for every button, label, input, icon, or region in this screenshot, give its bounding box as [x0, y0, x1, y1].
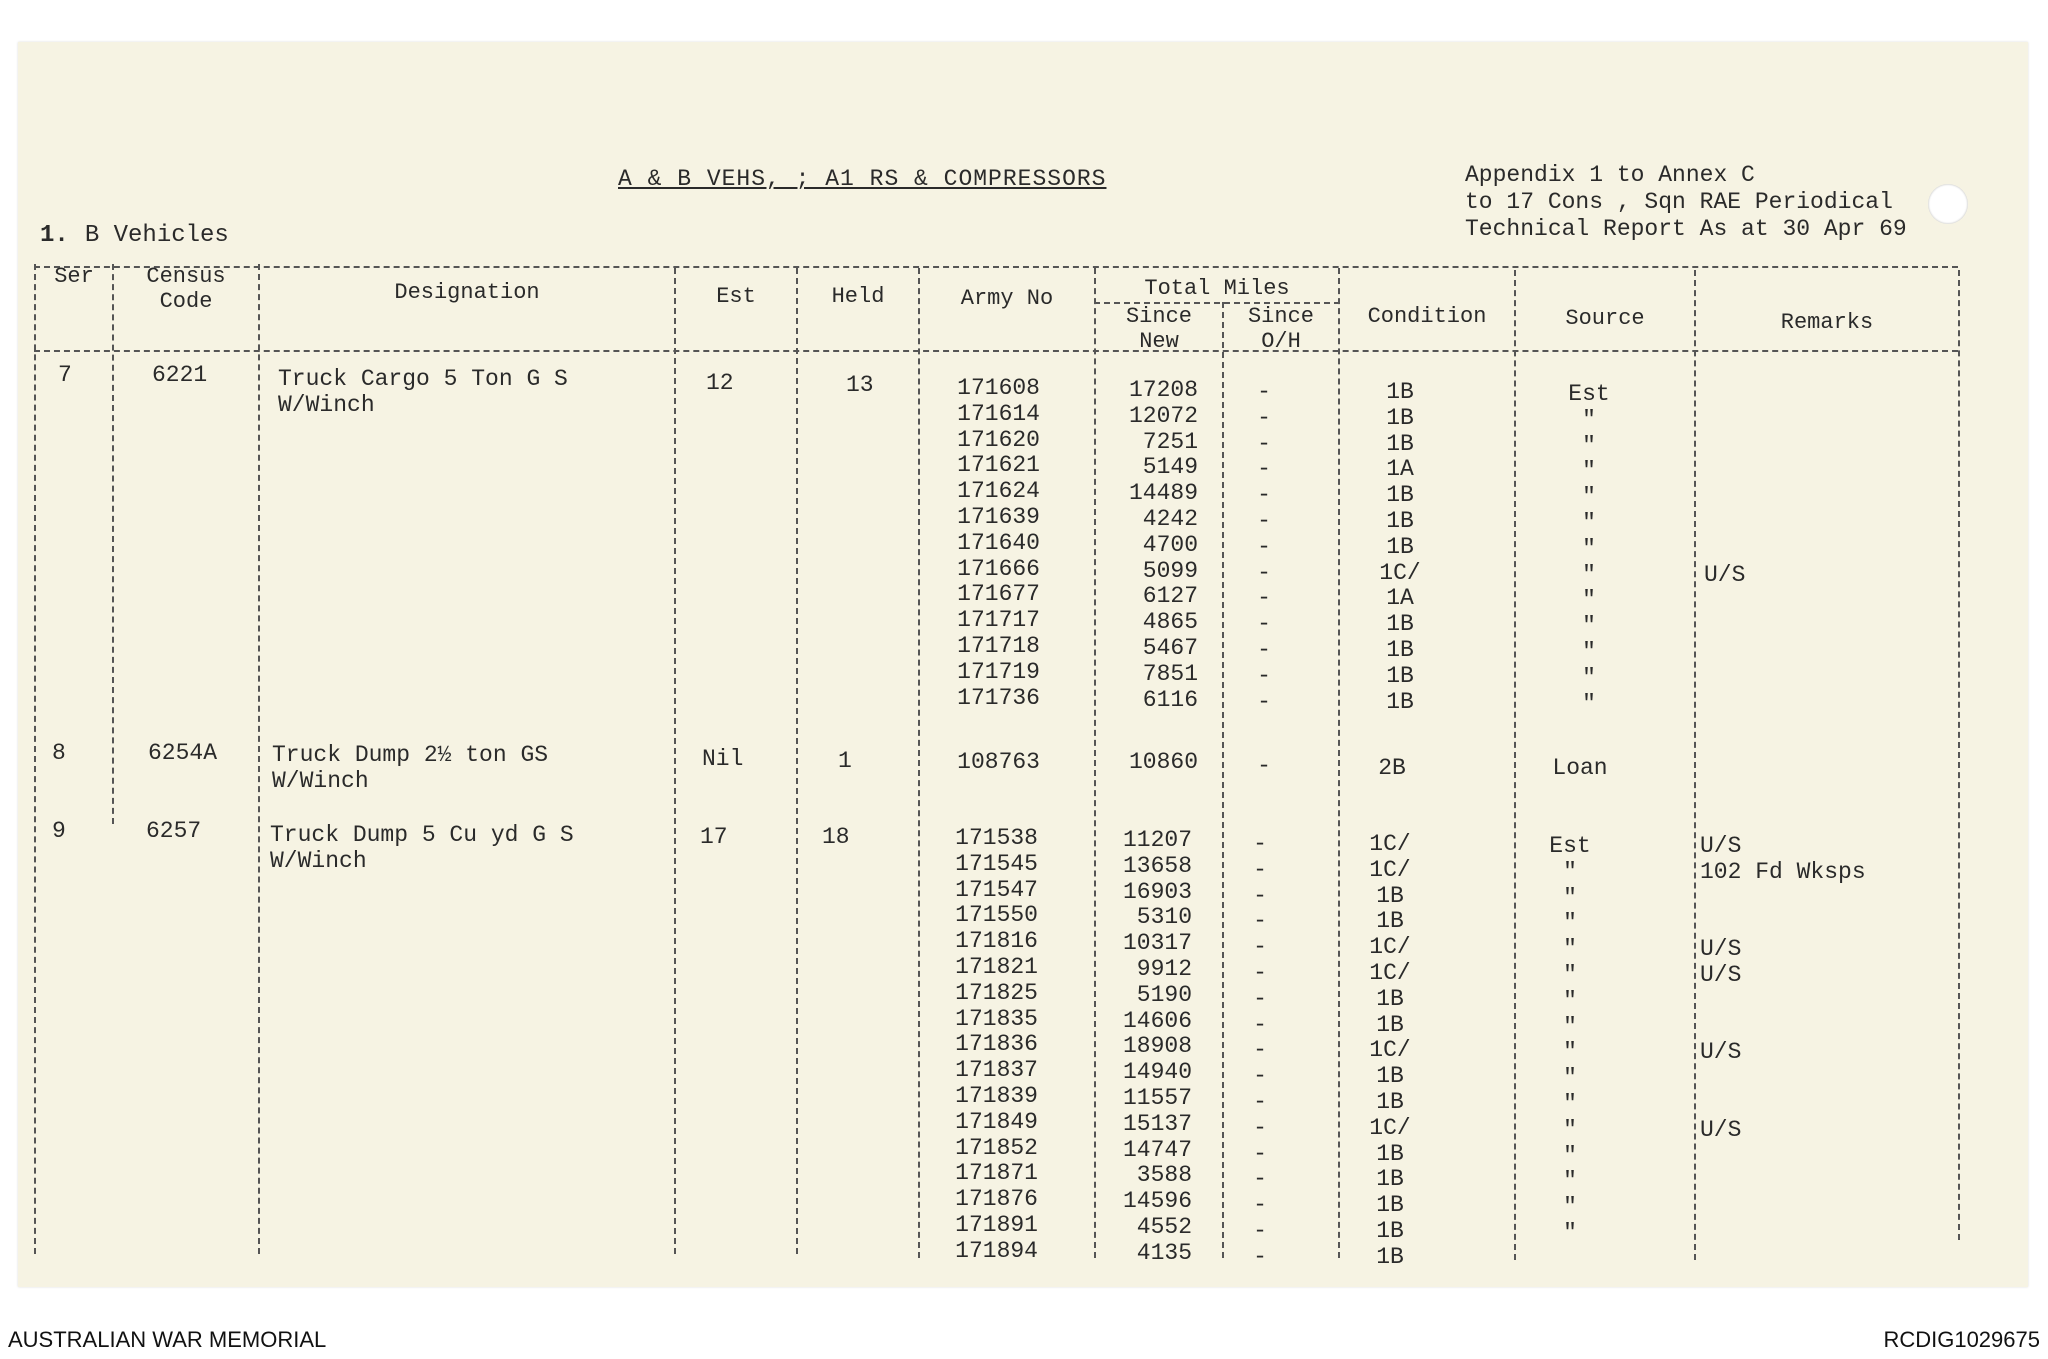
remarks-cell [1700, 1144, 1950, 1170]
condition-cell: 1B [1386, 430, 1414, 457]
remarks-cell: U/S [1700, 1039, 1742, 1066]
remarks-list [1704, 756, 1954, 782]
army-no-cell: 171837 [955, 1057, 1038, 1084]
ser-cell: 7 [58, 362, 72, 388]
since-new-cell: 5467 [1142, 634, 1198, 661]
source-cell: " [1563, 961, 1577, 988]
remarks-cell: U/S [1700, 1116, 1742, 1143]
footer-record-id: RCDIG1029675 [1883, 1327, 2040, 1352]
since-oh-cell: - [1257, 456, 1271, 483]
col-rule-ser [112, 264, 114, 824]
remarks-cell: U/S [1700, 961, 1742, 988]
since-oh-cell: - [1257, 611, 1271, 638]
since-oh-cell: - [1253, 985, 1267, 1012]
remarks-cell [1700, 1221, 1950, 1247]
since-new-cell: 16903 [1122, 878, 1192, 905]
army-no-cell: 171876 [955, 1186, 1038, 1213]
condition-cell: 1C/ [1369, 1114, 1411, 1141]
header-condition: Condition [1367, 304, 1487, 329]
remarks-cell [1700, 1247, 1950, 1273]
remarks-cell: U/S [1704, 561, 1746, 588]
designation-line: W/Winch [272, 768, 369, 794]
since-new-list [1100, 378, 1198, 713]
source-cell: Est [1549, 833, 1591, 859]
est-cell: 12 [706, 370, 734, 396]
source-cell: " [1582, 458, 1596, 485]
remarks-cell [1704, 537, 1954, 563]
source-cell: " [1563, 1039, 1577, 1066]
source-cell: " [1563, 884, 1577, 911]
since-new-cell: 7851 [1142, 660, 1198, 687]
held-cell: 1 [838, 748, 852, 774]
source-cell: " [1582, 406, 1596, 433]
condition-cell: 1C/ [1379, 559, 1421, 586]
remarks-cell: U/S [1700, 936, 1742, 963]
remarks-cell [1704, 692, 1954, 718]
header-census: Census Code [146, 264, 226, 314]
since-new-cell: 10317 [1122, 930, 1192, 957]
header-army-no: Army No [960, 286, 1054, 311]
source-cell: " [1563, 1219, 1577, 1246]
ser-cell: 8 [52, 740, 66, 766]
document-title: A & B VEHS, ; A1 RS & COMPRESSORS [618, 166, 1107, 192]
remarks-cell [1704, 614, 1954, 640]
army-no-list [930, 376, 1040, 711]
condition-cell: 1B [1376, 1192, 1404, 1219]
since-new-cell: 11207 [1122, 827, 1192, 853]
since-new-cell: 9912 [1136, 955, 1192, 982]
army-no-list [930, 750, 1040, 776]
army-no-cell: 171545 [955, 850, 1038, 877]
army-no-cell: 171624 [957, 478, 1040, 505]
army-no-cell: 171538 [955, 825, 1038, 851]
since-new-cell: 5310 [1136, 904, 1192, 931]
condition-cell: 1A [1386, 456, 1414, 483]
header-ser: Ser [54, 264, 94, 289]
header-held: Held [831, 284, 885, 309]
since-oh-cell: - [1253, 1037, 1267, 1064]
remarks-list [1700, 834, 1950, 1273]
army-no-cell: 171717 [957, 607, 1040, 634]
army-no-cell: 171718 [957, 632, 1040, 659]
appendix-line: to 17 Cons , Sqn RAE Periodical [1465, 189, 1893, 215]
held-cell: 13 [846, 372, 874, 398]
army-no-cell: 171621 [957, 452, 1040, 479]
since-oh-cell: - [1253, 1114, 1267, 1141]
remarks-cell [1704, 459, 1954, 485]
condition-list [1352, 756, 1432, 782]
remarks-cell [1704, 382, 1954, 408]
source-cell: " [1582, 587, 1596, 614]
col-rule-held [918, 268, 920, 1258]
army-no-cell: 171836 [955, 1031, 1038, 1058]
source-cell: " [1582, 638, 1596, 665]
since-new-cell: 14489 [1128, 480, 1198, 507]
condition-list [1350, 832, 1430, 1271]
since-new-cell: 6116 [1142, 686, 1198, 713]
source-cell: " [1563, 858, 1577, 885]
since-oh-cell: - [1253, 934, 1267, 961]
since-new-cell: 10860 [1128, 749, 1198, 775]
header-source: Source [1565, 306, 1645, 331]
since-new-cell: 5099 [1142, 557, 1198, 584]
source-cell: Est [1568, 381, 1610, 407]
condition-cell: 1B [1376, 908, 1404, 935]
since-oh-cell: - [1257, 559, 1271, 586]
condition-cell: 1B [1386, 379, 1414, 405]
since-oh-cell: - [1253, 1217, 1267, 1244]
designation-line: W/Winch [278, 392, 375, 418]
section-number: 1. [40, 222, 69, 249]
table-left-rule [34, 264, 36, 1254]
army-no-cell: 171639 [957, 503, 1040, 530]
condition-cell: 1C/ [1369, 1037, 1411, 1064]
remarks-cell [1700, 1015, 1950, 1041]
since-oh-list [1236, 832, 1284, 1271]
source-list [1536, 756, 1624, 782]
since-oh-cell: - [1257, 585, 1271, 612]
since-new-cell: 4242 [1142, 505, 1198, 532]
source-cell: " [1563, 1194, 1577, 1221]
designation-line: Truck Cargo 5 Ton G S [278, 366, 568, 392]
remarks-cell [1700, 1092, 1950, 1118]
designation-line: Truck Dump 2½ ton GS [272, 742, 549, 768]
col-rule-since-new [1222, 302, 1224, 1258]
since-new-cell: 14596 [1122, 1188, 1192, 1215]
remarks-cell [1704, 640, 1954, 666]
army-no-cell: 171825 [955, 979, 1038, 1006]
remarks-cell [1704, 588, 1954, 614]
army-no-cell: 171816 [955, 928, 1038, 955]
since-oh-cell: - [1253, 856, 1267, 883]
source-cell: " [1582, 509, 1596, 536]
source-cell: " [1563, 1013, 1577, 1040]
col-rule-army [1094, 268, 1096, 1258]
remarks-cell: 102 Fd Wksps [1700, 858, 1866, 885]
est-cell: Nil [702, 746, 744, 772]
army-no-cell: 171736 [957, 684, 1040, 711]
since-new-cell: 5149 [1142, 454, 1198, 481]
header-designation: Designation [394, 280, 540, 305]
since-new-cell: 13658 [1122, 852, 1192, 879]
since-oh-cell: - [1253, 1192, 1267, 1219]
condition-cell: 1B [1376, 1166, 1404, 1193]
held-cell: 18 [822, 824, 850, 850]
army-no-cell: 171871 [955, 1160, 1038, 1187]
condition-cell: 1B [1386, 507, 1414, 534]
remarks-cell [1704, 666, 1954, 692]
remarks-cell [1704, 756, 1954, 782]
since-new-cell: 18908 [1122, 1033, 1192, 1060]
army-no-cell: 171891 [955, 1211, 1038, 1238]
source-cell: " [1563, 1065, 1577, 1092]
appendix-line: Appendix 1 to Annex C [1465, 162, 1755, 188]
designation-line: W/Winch [270, 848, 367, 874]
since-oh-cell: - [1257, 379, 1271, 405]
remarks-cell [1700, 1066, 1950, 1092]
since-oh-cell: - [1253, 1063, 1267, 1090]
condition-cell: 1B [1376, 1243, 1404, 1270]
since-new-cell: 14747 [1122, 1136, 1192, 1163]
since-oh-cell: - [1257, 507, 1271, 534]
col-rule-source [1694, 270, 1696, 1260]
condition-cell: 1B [1376, 985, 1404, 1012]
since-oh-cell: - [1253, 908, 1267, 935]
since-new-cell: 7251 [1142, 428, 1198, 455]
since-oh-cell: - [1257, 753, 1271, 779]
header-remarks: Remarks [1780, 310, 1874, 335]
condition-cell: 1C/ [1369, 934, 1411, 961]
since-new-cell: 14606 [1122, 1007, 1192, 1034]
source-cell: Loan [1552, 755, 1608, 781]
army-no-cell: 171608 [957, 375, 1040, 401]
col-rule-condition [1514, 270, 1516, 1260]
source-cell [1530, 1247, 1610, 1273]
source-cell: " [1563, 910, 1577, 937]
source-cell: " [1582, 484, 1596, 511]
army-no-cell: 171835 [955, 1005, 1038, 1032]
army-no-cell: 171821 [955, 953, 1038, 980]
source-cell: " [1563, 1090, 1577, 1117]
condition-cell: 1B [1386, 688, 1414, 715]
est-cell: 17 [700, 824, 728, 850]
condition-cell: 1B [1386, 404, 1414, 431]
source-list [1548, 382, 1630, 717]
col-rule-est [796, 268, 798, 1254]
source-cell: " [1582, 613, 1596, 640]
header-total-miles: Total Miles [1144, 276, 1290, 301]
remarks-cell [1704, 485, 1954, 511]
source-cell: " [1563, 1168, 1577, 1195]
col-rule-designation [674, 268, 676, 1254]
army-no-cell: 171640 [957, 529, 1040, 556]
remarks-cell [1700, 1169, 1950, 1195]
since-oh-cell: - [1253, 1011, 1267, 1038]
army-no-cell: 171614 [957, 400, 1040, 427]
since-new-cell: 4135 [1136, 1239, 1192, 1266]
since-oh-cell: - [1253, 959, 1267, 986]
source-cell: " [1563, 1116, 1577, 1143]
section-label: B Vehicles [84, 222, 229, 249]
since-new-cell: 14940 [1122, 1059, 1192, 1086]
since-new-list [1100, 828, 1192, 1267]
since-oh-cell: - [1257, 482, 1271, 509]
census-cell: 6254A [148, 740, 218, 766]
remarks-cell: U/S [1700, 833, 1742, 859]
section-heading [40, 222, 229, 249]
since-oh-list [1240, 380, 1288, 715]
army-no-cell: 171852 [955, 1134, 1038, 1161]
punch-hole [1928, 184, 1968, 224]
condition-cell: 1B [1376, 1140, 1404, 1167]
remarks-cell [1700, 989, 1950, 1015]
army-no-cell: 171839 [955, 1082, 1038, 1109]
since-oh-list [1240, 754, 1288, 780]
source-cell: " [1563, 1142, 1577, 1169]
since-oh-cell: - [1257, 430, 1271, 457]
condition-cell: 1B [1376, 1088, 1404, 1115]
since-new-cell: 4865 [1142, 609, 1198, 636]
condition-cell: 1B [1376, 1063, 1404, 1090]
table-right-rule [1958, 270, 1960, 1240]
army-no-cell: 171666 [957, 555, 1040, 582]
army-no-cell: 171849 [955, 1108, 1038, 1135]
designation-line: Truck Dump 5 Cu yd G S [270, 822, 574, 848]
census-cell: 6221 [152, 362, 208, 388]
ser-cell: 9 [52, 818, 66, 844]
condition-cell: 2B [1378, 755, 1406, 781]
condition-cell: 1C/ [1369, 856, 1411, 883]
table-header-rule [34, 350, 1958, 352]
source-cell: " [1582, 690, 1596, 717]
appendix-reference [1465, 162, 1907, 243]
condition-cell: 1B [1386, 533, 1414, 560]
since-new-cell: 17208 [1128, 377, 1198, 403]
since-oh-cell: - [1257, 404, 1271, 431]
since-new-cell: 11557 [1122, 1084, 1192, 1111]
condition-cell: 1B [1386, 662, 1414, 689]
since-new-cell: 12072 [1128, 402, 1198, 429]
since-oh-cell: - [1253, 882, 1267, 909]
header-since-new: Since New [1125, 304, 1192, 354]
condition-cell: 1C/ [1369, 831, 1411, 857]
since-oh-cell: - [1257, 662, 1271, 689]
condition-cell: 1B [1376, 1011, 1404, 1038]
army-no-cell: 171894 [955, 1237, 1038, 1264]
since-oh-cell: - [1253, 1088, 1267, 1115]
source-cell: " [1563, 987, 1577, 1014]
army-no-list [930, 826, 1038, 1265]
remarks-cell [1700, 1195, 1950, 1221]
header-est: Est [716, 284, 756, 309]
condition-list [1360, 380, 1440, 715]
since-new-cell: 5190 [1136, 981, 1192, 1008]
since-new-cell: 6127 [1142, 583, 1198, 610]
since-oh-cell: - [1253, 1243, 1267, 1270]
col-rule-census [258, 264, 260, 1254]
header-since-oh: Since O/H [1247, 304, 1314, 354]
since-new-list [1100, 750, 1198, 776]
condition-cell: 1C/ [1369, 959, 1411, 986]
since-oh-cell: - [1253, 1166, 1267, 1193]
since-new-cell: 4700 [1142, 531, 1198, 558]
remarks-list [1704, 382, 1954, 717]
condition-cell: 1A [1386, 585, 1414, 612]
army-no-cell: 171547 [955, 876, 1038, 903]
since-new-cell: 4552 [1136, 1213, 1192, 1240]
col-rule-since-oh [1338, 268, 1340, 1258]
army-no-cell: 171719 [957, 658, 1040, 685]
source-cell: " [1582, 561, 1596, 588]
source-cell: " [1582, 432, 1596, 459]
army-no-cell: 171620 [957, 426, 1040, 453]
source-cell: " [1563, 936, 1577, 963]
source-cell: " [1582, 535, 1596, 562]
remarks-cell [1700, 911, 1950, 937]
since-new-cell: 3588 [1136, 1162, 1192, 1189]
since-oh-cell: - [1257, 688, 1271, 715]
army-no-cell: 108763 [957, 749, 1040, 775]
remarks-cell [1704, 511, 1954, 537]
remarks-cell [1704, 408, 1954, 434]
source-cell: " [1582, 664, 1596, 691]
appendix-line: Technical Report As at 30 Apr 69 [1465, 216, 1907, 242]
footer-archive-label: AUSTRALIAN WAR MEMORIAL [8, 1327, 327, 1352]
since-new-cell: 15137 [1122, 1110, 1192, 1137]
since-oh-cell: - [1257, 636, 1271, 663]
condition-cell: 1B [1376, 1217, 1404, 1244]
since-oh-cell: - [1253, 831, 1267, 857]
since-oh-cell: - [1253, 1140, 1267, 1167]
condition-cell: 1B [1386, 611, 1414, 638]
table-top-rule [34, 266, 1958, 268]
remarks-cell [1704, 434, 1954, 460]
remarks-cell [1700, 886, 1950, 912]
since-oh-cell: - [1257, 533, 1271, 560]
condition-cell: 1B [1386, 636, 1414, 663]
condition-cell: 1B [1386, 482, 1414, 509]
army-no-cell: 171677 [957, 581, 1040, 608]
condition-cell: 1B [1376, 882, 1404, 909]
army-no-cell: 171550 [955, 902, 1038, 929]
census-cell: 6257 [146, 818, 202, 844]
source-list [1530, 834, 1610, 1273]
